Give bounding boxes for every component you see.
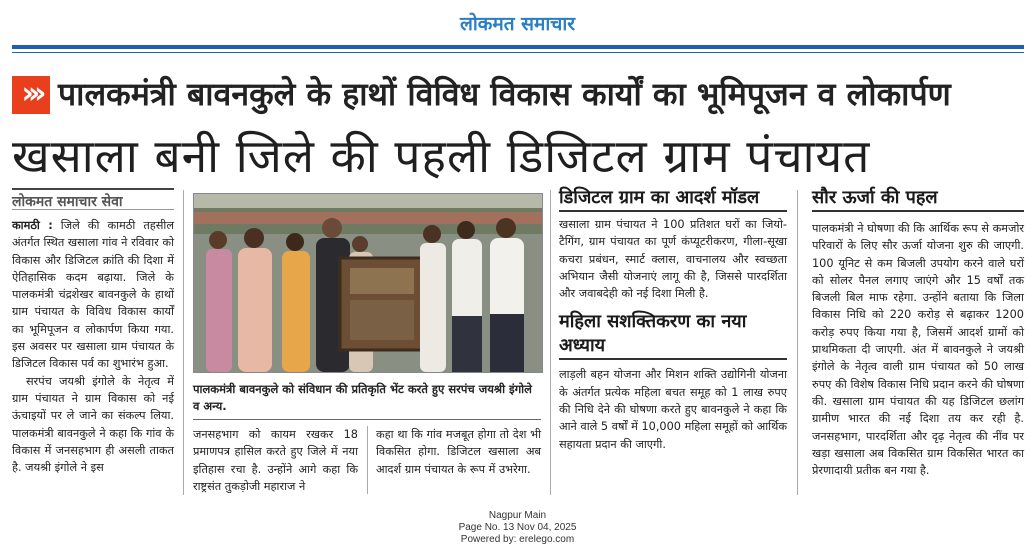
- article-column-4: [812, 186, 1024, 479]
- paragraph-solar-energy: पालकमंत्री ने घोषणा की कि आर्थिक रूप से कमजोर परिवारों के लिए सौर ऊर्जा योजना शुरु की जाएगी. 100 यूनिट से कम बिजली उपयोग करने वाले घरों को सोलर पैनल लगाए जाएंगे और 15 वर्षों तक बिजली बिल माफ रहेगा. उन्होंने बताया कि जिला विकास निधि को 220 करोड़ से बढ़ाकर 1200 करोड़ रुपए किया गया है, जिसमें आदर्श ग्रामों को प्राथमिकता दी जाएगी. अंत में बावनकुले ने जयश्री इंगोले के नेतृत्व वाली ग्राम पंचायत को 50 लाख रुपए की विशेष विकास निधि प्रदान करने की घोषणा की. खसाला ग्राम पंचायत की यह डिजिटल छलांग ग्रामीण भारत की नई दिशा तय कर रही है. जनसहभाग, पारदर्शिता और दृढ़ नेतृत्व की नींव पर खड़ा खसाला अब विकसित ग्राम विकसित भारत का प्रेरणादायी प्रतीक बन गया है.: [812, 222, 1024, 478]
- article-column-1: [12, 217, 174, 476]
- paragraph-women-empowerment: लाड़ली बहन योजना और मिशन शक्ति उद्योगिनी योजना के अंतर्गत प्रत्येक महिला बचत समूह को 1 लाख रुपए की निधि देने की घोषणा करते हुए बावनकुले ने कहा कि आने वाले 5 वर्षों में 10,000 महिला समूहों को आर्थिक सहायता प्रदान की जाएगी.: [559, 368, 787, 451]
- column-divider: [797, 190, 798, 495]
- article-column-3: [559, 186, 787, 453]
- chevron-right-icon: ›››: [12, 76, 50, 114]
- column-divider: [183, 190, 184, 495]
- paragraph-digital-model: खसाला ग्राम पंचायत ने 100 प्रतिशत घरों का जियो-टैगिंग, ग्राम पंचायत का पूर्ण कंप्यूटरीकरण, गीला-सूखा कचरा प्रबंधन, स्मार्ट क्लास, वाचनालय और स्वच्छता अभियान जैसी योजनाएं लागू की है, जिससे पारदर्शिता और जवाबदेही को नई दिशा मिली है.: [559, 218, 787, 301]
- page-footer: [0, 510, 1035, 546]
- subheading-rule: [812, 210, 1024, 212]
- subheading-digital-model: डिजिटल ग्राम का आदर्श मॉडल: [559, 187, 760, 208]
- masthead-rule: [12, 45, 1024, 49]
- column-divider: [367, 426, 368, 494]
- powered-by-link[interactable]: Powered by: erelego.com: [460, 534, 575, 545]
- masthead-rule-thin: [12, 52, 1024, 53]
- paragraph-2: सरपंच जयश्री इंगोले के नेतृत्व में ग्राम पंचायत ने ग्राम विकास को नई ऊंचाइयों पर ले जाने का संकल्प लिया. पालकमंत्री बावनकुले ने कहा कि गांव के विकास में जनसहभाग ही असली ताकत है. जयश्री इंगोले ने इस: [12, 374, 174, 475]
- kicker-headline: पालकमंत्री बावनकुले के हाथों विविध विकास कार्यों का भूमिपूजन व लोकार्पण: [58, 75, 951, 113]
- page-info: Page No. 13 Nov 04, 2025: [458, 522, 577, 533]
- column-divider: [550, 190, 551, 495]
- article-column-2a: जनसहभाग को कायम रखकर 18 प्रमाणपत्र हासिल करते हुए जिले में नया इतिहास रचा है. उन्होंने आगे कहा कि राष्ट्रसंत तुकड़ोजी महाराज ने: [193, 428, 358, 493]
- dateline: कामठी :: [12, 219, 53, 232]
- subheading-women-empowerment: महिला सशक्तिकरण का नया अध्याय: [559, 311, 747, 357]
- page-title: खसाला बनी जिले की पहली डिजिटल ग्राम पंचायत: [12, 129, 871, 183]
- byline: लोकमत समाचार सेवा: [12, 188, 174, 210]
- photo-caption: पालकमंत्री बावनकुले को संविधान की प्रतिकृति भेंट करते हुए सरपंच जयश्री इंगोले व अन्य.: [193, 382, 532, 413]
- photo-illustration: [194, 194, 542, 372]
- caption-divider: [193, 419, 541, 420]
- paragraph-1: जिले की कामठी तहसील अंतर्गत स्थित खसाला गांव ने रविवार को विकास और डिजिटल क्रांति की दिशा में ऐतिहासिक कदम बढ़ाया. जिले के पालकमंत्री चंद्रशेखर बावनकुले के हाथों ग्राम पंचायत के विविध विकास कार्यों का भूमिपूजन व लोकार्पण किया गया. इस अवसर पर खसाला ग्राम पंचायत के डिजिटल विकास पर्व का शुभारंभ हुआ.: [12, 219, 174, 371]
- subheading-rule: [559, 210, 787, 212]
- subheading-solar-energy: सौर ऊर्जा की पहल: [812, 187, 938, 208]
- article-column-2b: कहा था कि गांव मजबूत होगा तो देश भी विकसित होगा. डिजिटल खसाला अब आदर्श ग्राम पंचायत के रूप में उभरेगा.: [376, 428, 541, 476]
- edition-label: Nagpur Main: [488, 510, 547, 521]
- event-photo: [193, 193, 543, 373]
- newspaper-logo: लोकमत समाचार: [459, 13, 576, 35]
- subheading-rule: [559, 358, 787, 360]
- masthead: [0, 0, 1035, 44]
